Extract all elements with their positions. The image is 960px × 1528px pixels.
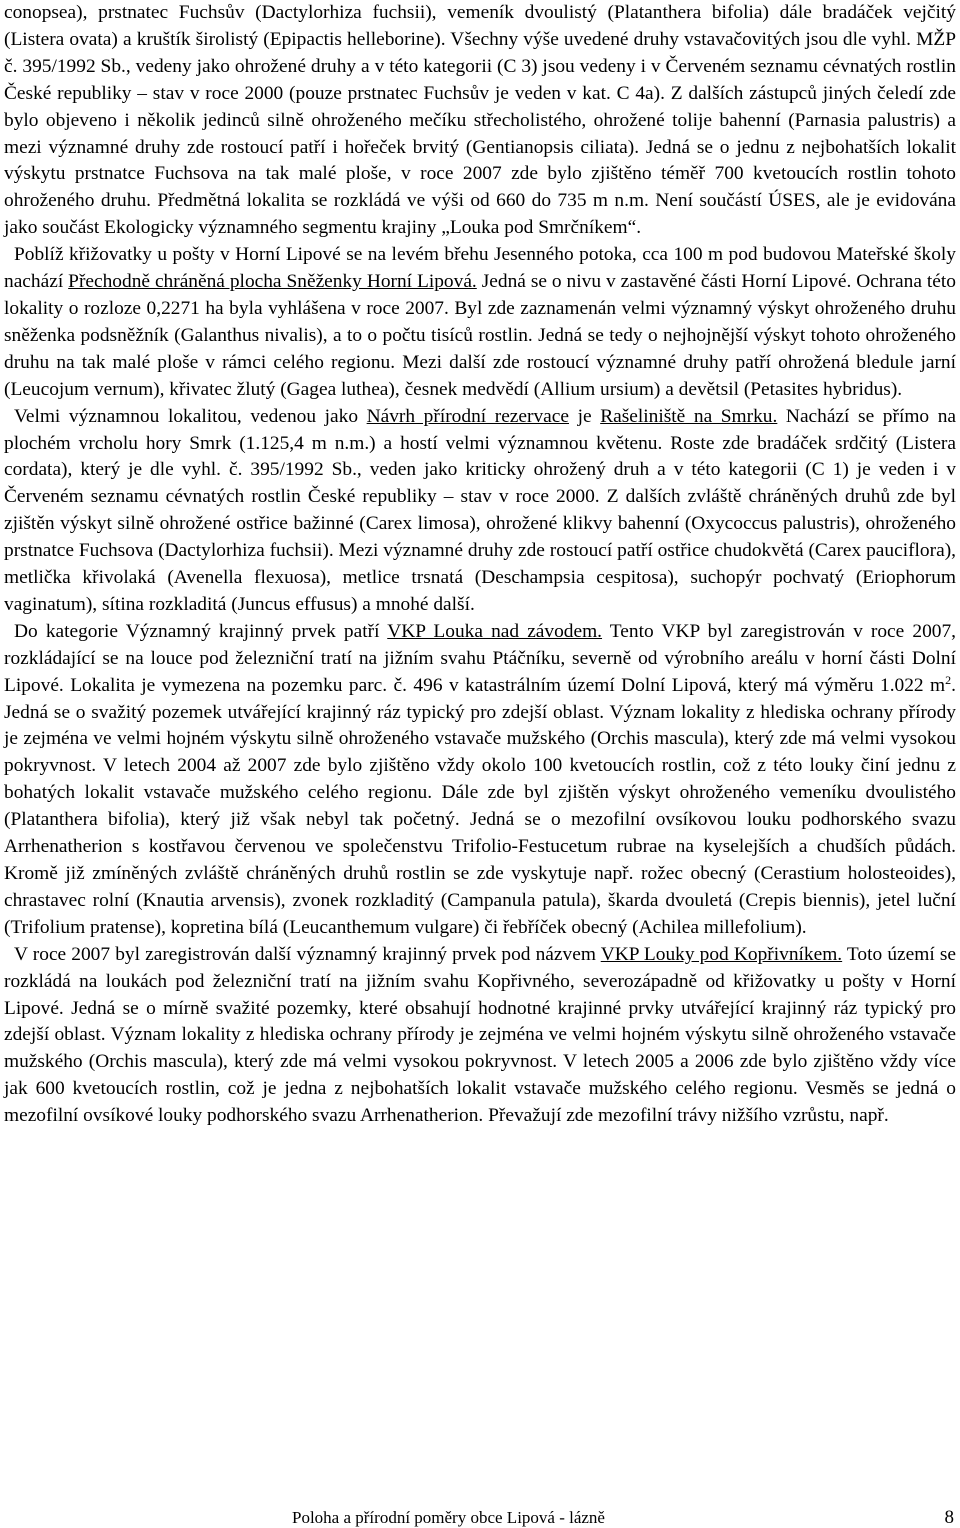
page-footer [0, 1507, 960, 1528]
text-run: . Jedná se o svažitý pozemek utvářející krajinný ráz typický pro zdejší oblast. Význam lokality z hlediska ochrany přírody je zejména ve velmi hojném výskytu silně ohroženého vstavače mužského (Orchis mascula), který zde má velmi vysokou pokryvnost. V letech 2004 až 2007 zde bylo zjištěno vždy okolo 100 kvetoucích rostlin, což z této louky činí jednu z bohatých lokalit vstavače mužského celého regionu. Dále zde byl zjištěn výskyt ohroženého vemeníku dvoulistého (Platanthera bifolia), který již však nebyl tak početný. Jedná se o mezofilní ovsíkovou louku podhorského svazu Arrhenatherion s kostřavou červenou ve společenstvu Trifolio-Festucetum rubrae na kyselejších a chudších půdách. Kromě již zmíněných zvláště chráněných druhů rostlin se zde vyskytuje např. rožec obecný (Cerastium holosteoides), chrastavec rolní (Knautia arvensis), zvonek rozkladitý (Campanula patula), škarda dvouletá (Crepis biennis), jetel luční (Trifolium pratense), kopretina bílá (Leucanthemum vulgare) či řebříček obecný (Achilea millefolium). [4, 674, 956, 938]
underlined-reference: Přechodně chráněná plocha Sněženky Horní Lipová. [68, 271, 477, 293]
text-run: conopsea), prstnatec Fuchsův (Dactylorhiza fuchsii), vemeník dvoulistý (Platanthera bifolia) dále bradáček vejčitý (Listera ovata) a kruštík širolistý (Epipactis helleborine). Všechny výše uvedené druhy vstavačovitých jsou dle vyhl. MŽP č. 395/1992 Sb., vedeny jako ohrožené druhy a v této kategorii (C 3) jsou vedeny i v Červeném seznamu cévnatých rostlin České republiky – stav v roce 2000 (pouze prstnatec Fuchsův je veden v kat. C 4a). Z dalších zástupců jiných čeledí zde bylo objeveno i několik jedinců silně ohroženého mečíku střecholistého, ohrožené tolije bahenní (Parnasia palustris) a mezi významné druhy zde rostoucí patří i hořeček brvitý (Gentianopsis ciliata). Jedná se o jednu z nejbohatších lokalit výskytu prstnatce Fuchsova na tak malé ploše, v roce 2007 zde bylo zjištěno téměř 700 kvetoucích rostlin tohoto ohroženého druhu. Předmětná lokalita se rozkládá ve výši od 660 do 735 m n.m. Není součástí ÚSES, ale je evidována jako součást Ekologicky významného segmentu krajiny „Louka pod Smrčníkem“. [4, 2, 956, 239]
text-run: Velmi významnou lokalitou, vedenou jako [14, 405, 367, 427]
paragraph-vkp-louky-pod-koprivnikem [4, 942, 956, 1130]
underlined-reference: Rašeliniště na Smrku. [600, 405, 778, 427]
text-run: je [569, 405, 601, 427]
text-run: V roce 2007 byl zaregistrován další významný krajinný prvek pod názvem [14, 943, 601, 965]
superscript: 2 [945, 672, 952, 687]
text-run: Nachází se přímo na plochém vrcholu hory Smrk (1.125,4 m n.m.) a hostí velmi významnou květenu. Roste zde bradáček srdčitý (Listera cordata), který je dle vyhl. č. 395/1992 Sb., veden jako kriticky ohrožený druh a v této kategorii (C 1) je veden i v Červeném seznamu cévnatých rostlin České republiky – stav v roce 2000. Z dalších zvláště chráněných druhů zde byl zjištěn výskyt silně ohrožené ostřice bažinné (Carex limosa), ohrožené klikvy bahenní (Oxycoccus palustris), ohroženého prstnatce Fuchsova (Dactylorhiza fuchsii). Mezi významné druhy zde rostoucí patří ostřice chudokvětá (Carex pauciflora), metlička křivolaká (Avenella flexuosa), metlice trsnatá (Deschampsia cespitosa), suchopýr pochvatý (Eriophorum vaginatum), sítina rozkladitá (Juncus effusus) a mnohé další. [4, 405, 957, 615]
text-run: Poblíž křižovatky u pošty v Horní Lipové se na levém břehu Jesenného potoka, cca 100 m pod budovou Mateřské školy nachází [4, 244, 956, 293]
text-run: Tento VKP byl zaregistrován v roce 2007, rozkládající se na louce pod železniční tratí na jižním svahu Ptáčníku, severně od výrobního areálu v horní části Dolní Lipové. Lokalita je vymezena na pozemku parc. č. 496 v katastrálním území Dolní Lipová, který má výměru 1.022 m [4, 620, 957, 696]
footer-title: Poloha a přírodní poměry obce Lipová - lázně [292, 1508, 605, 1527]
paragraph-raseliniste-na-smrku [4, 404, 956, 619]
page-number: 8 [944, 1507, 954, 1528]
text-run: Toto území se rozkládá na loukách pod železniční tratí na jižním svahu Kopřivného, severozápadně od křižovatky u pošty v Horní Lipové. Jedná se o mírně svažité pozemky, které obsahují hodnotné krajinné prvky utvářející krajinný ráz typický pro zdejší oblast. Význam lokality z hlediska ochrany přírody je zejména ve velmi hojném výskytu silně ohroženého vstavače mužského (Orchis mascula), který zde má velmi vysokou pokryvnost. V letech 2005 a 2006 zde bylo zjištěno vždy více jak 600 kvetoucích rostlin, což je jedna z nejbohatších lokalit vstavače mužského celého regionu. Vesměs se jedná o mezofilní ovsíkové louky podhorského svazu Arrhenatherion. Převažují zde mezofilní trávy nižšího vzrůstu, např. [4, 943, 956, 1127]
paragraph-snezenky-horni-lipova [4, 242, 956, 403]
text-run: Jedná se o nivu v zastavěné části Horní Lipové. Ochrana této lokality o rozloze 0,2271 ha byla vyhlášena v roce 2007. Byl zde zaznamenán velmi významný výskyt ohroženého druhu sněženka podsněžník (Galanthus nivalis), a to o počtu tisíců rostlin. Jedná se tedy o nejhojnější výskyt tohoto ohroženého druhu na tak malé ploše v rámci celého regionu. Mezi další zde rostoucí významné druhy patří ohrožená bledule jarní (Leucojum vernum), křivatec žlutý (Gagea luthea), česnek medvědí (Allium ursium) a devětsil (Petasites hybridus). [4, 271, 956, 400]
underlined-reference: Návrh přírodní rezervace [366, 405, 569, 427]
paragraph-conopsea-continuation [4, 0, 956, 242]
document-body [4, 0, 956, 1130]
underlined-reference: VKP Louka nad závodem. [387, 620, 603, 642]
text-run: Do kategorie Významný krajinný prvek patří [14, 620, 388, 642]
underlined-reference: VKP Louky pod Kopřivníkem. [600, 943, 843, 965]
paragraph-vkp-louka-nad-zavodem [4, 619, 956, 942]
